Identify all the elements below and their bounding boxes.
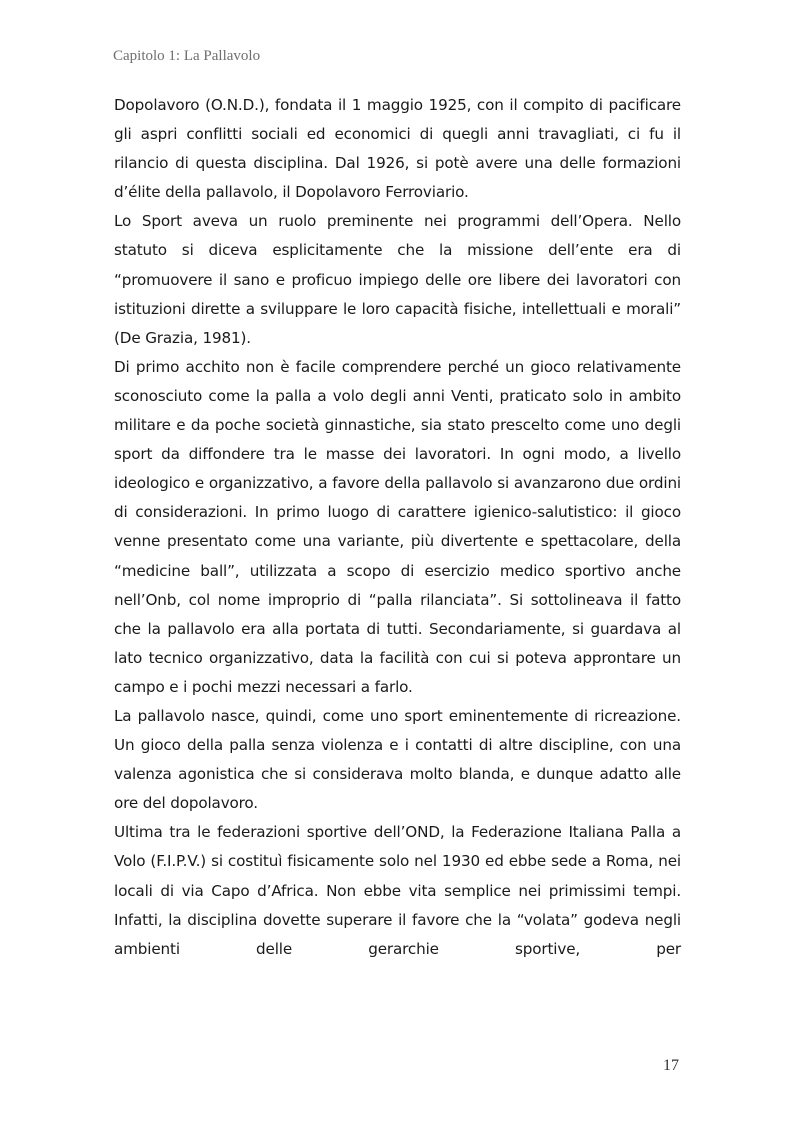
body-text <box>114 91 681 964</box>
running-header: Capitolo 1: La Pallavolo <box>113 48 261 64</box>
paragraph: Ultima tra le federazioni sportive dell’OND, la Federazione Italiana Palla a Volo (F.I.P.V.) si costituì fisicamente solo nel 1930 ed ebbe sede a Roma, nei locali di via Capo d’Africa. Non ebbe vita semplice nei primissimi tempi. Infatti, la disciplina dovette superare il favore che la “volata” godeva negli ambienti delle gerarchie sportive, per <box>114 823 681 958</box>
page-number: 17 <box>663 1057 679 1074</box>
paragraph: Lo Sport aveva un ruolo preminente nei programmi dell’Opera. Nello statuto si diceva esplicitamente che la missione dell’ente era di “promuovere il sano e proficuo impiego delle ore libere dei lavoratori con istituzioni dirette a sviluppare le loro capacità fisiche, intellettuali e morali” (De Grazia, 1981). <box>114 212 681 347</box>
paragraph: La pallavolo nasce, quindi, come uno sport eminentemente di ricreazione. Un gioco della palla senza violenza e i contatti di altre discipline, con una valenza agonistica che si considerava molto blanda, e dunque adatto alle ore del dopolavoro. <box>114 706 681 813</box>
paragraph: Dopolavoro (O.N.D.), fondata il 1 maggio 1925, con il compito di pacificare gli aspri conflitti sociali ed economici di quegli anni travagliati, ci fu il rilancio di questa disciplina. Dal 1926, si potè avere una delle formazioni d’élite della pallavolo, il Dopolavoro Ferroviario. <box>114 96 681 202</box>
paragraph: Di primo acchito non è facile comprendere perché un gioco relativamente sconosciuto come la palla a volo degli anni Venti, praticato solo in ambito militare e da poche società ginnastiche, sia stato prescelto come uno degli sport da diffondere tra le masse dei lavoratori. In ogni modo, a livello ideologico e organizzativo, a favore della pallavolo si avanzarono due ordini di considerazioni. In primo luogo di carattere igienico-salutistico: il gioco venne presentato come una variante, più divertente e spettacolare, della “medicine ball”, utilizzata a scopo di esercizio medico sportivo anche nell’Onb, col nome improprio di “palla rilanciata”. Si sottolineava il fatto che la pallavolo era alla portata di tutti. Secondariamente, si guardava al lato tecnico organizzativo, data la facilità con cui si poteva approntare un campo e i pochi mezzi necessari a farlo. <box>114 357 681 696</box>
